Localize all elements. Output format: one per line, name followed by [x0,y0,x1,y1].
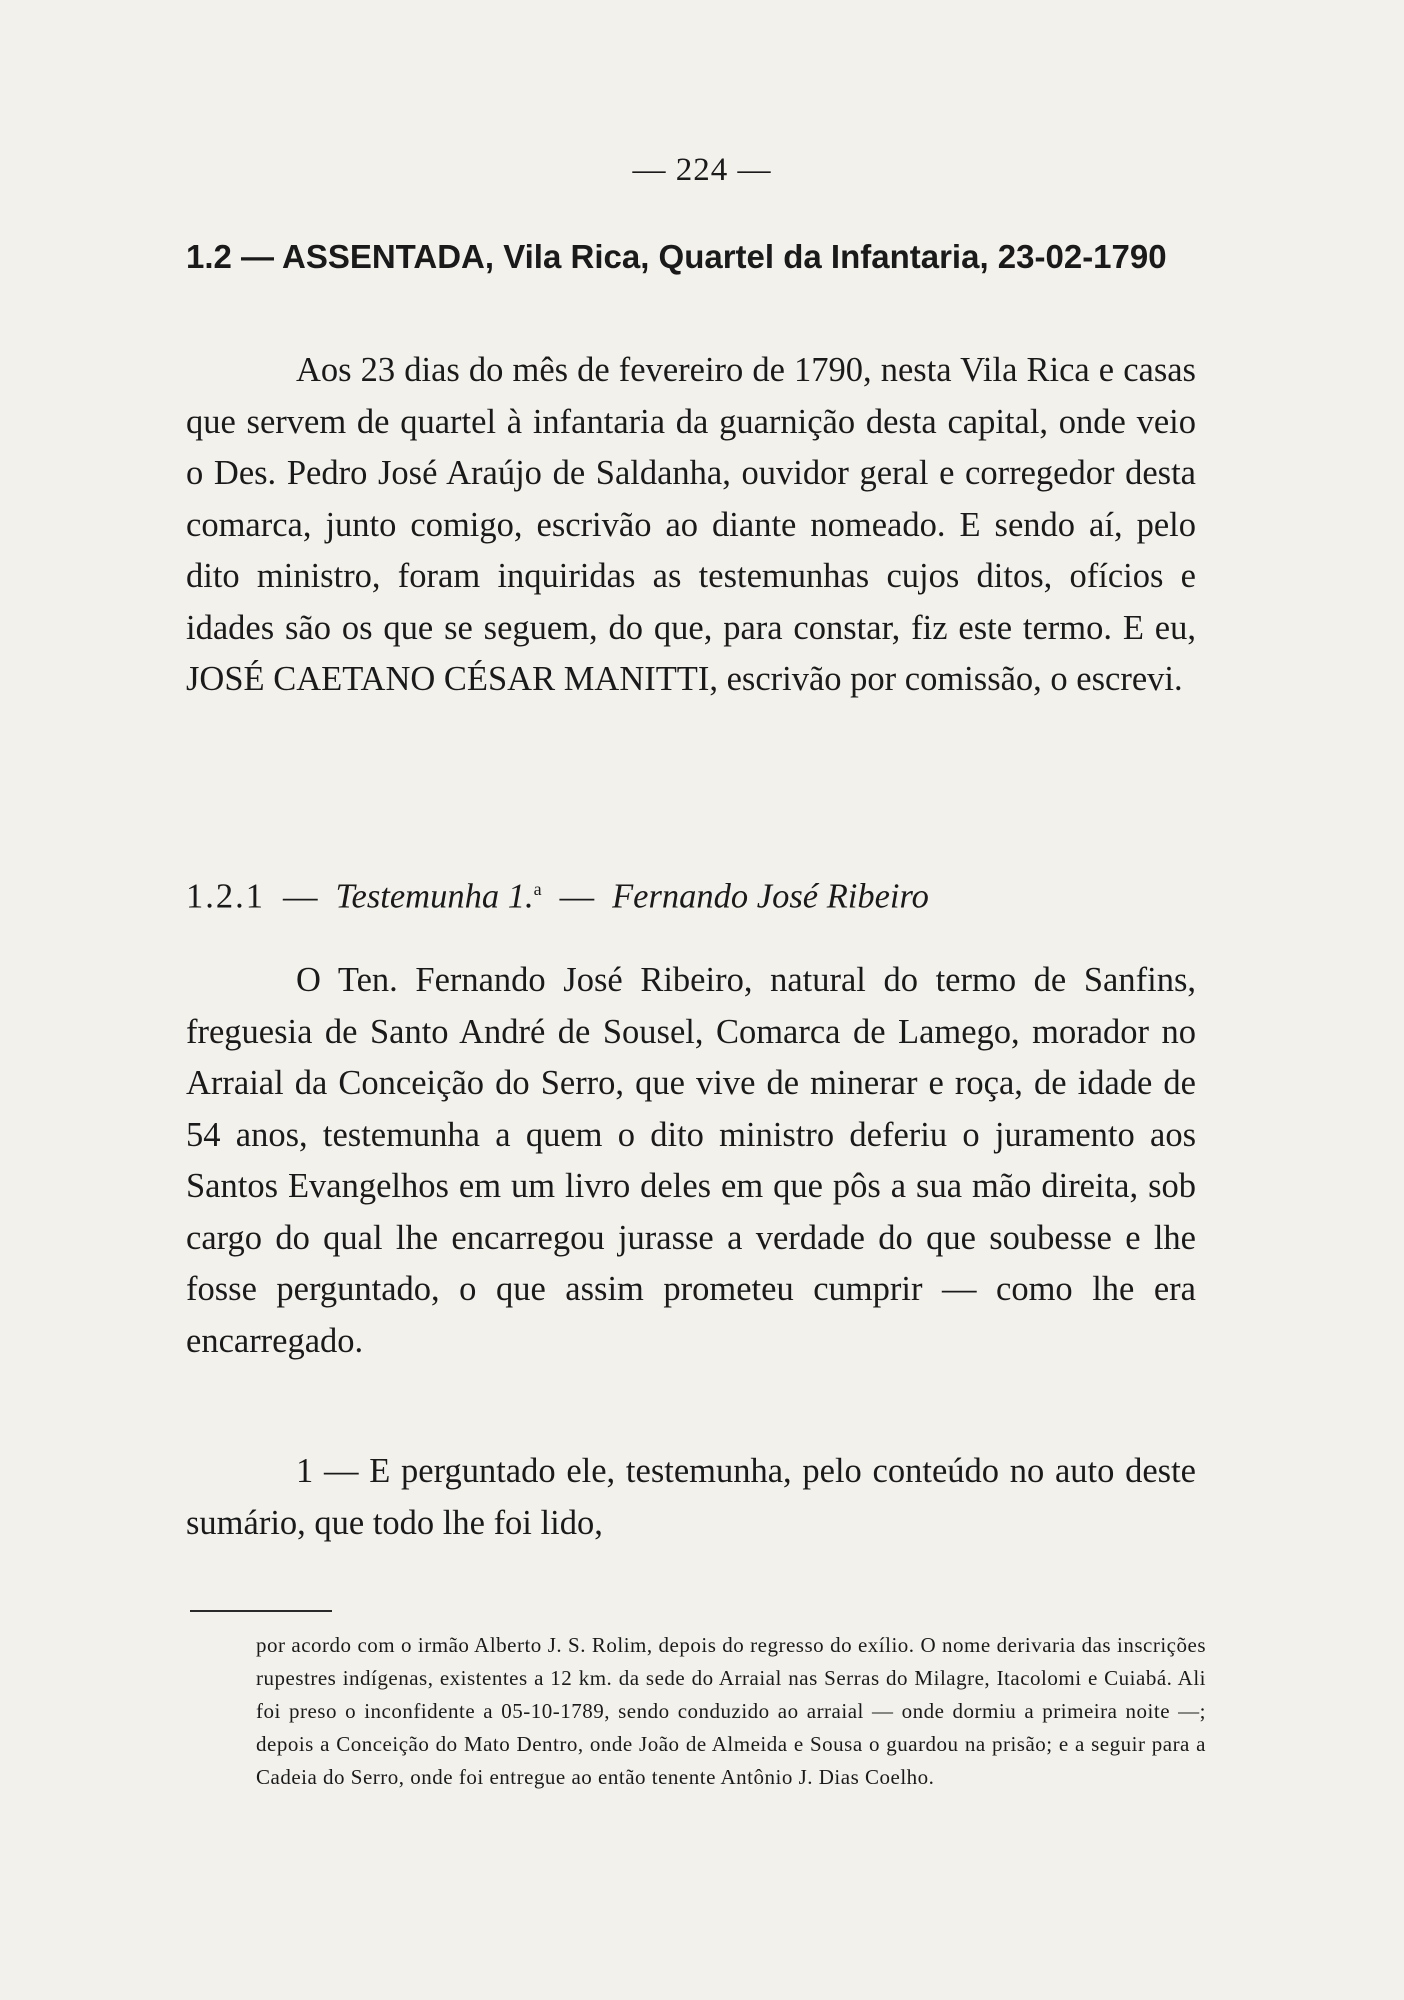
subheading-witness-name: Fernando José Ribeiro [612,877,929,916]
subheading-dash-2: — [559,877,595,916]
footnote-divider [190,1610,332,1612]
subheading-label: Testemunha 1. [335,877,534,916]
witness-subheading [186,864,929,922]
question-paragraph: 1 — E perguntado ele, testemunha, pelo conteúdo no auto deste sumário, que todo lhe foi lido, [186,1452,1196,1542]
subheading-number: 1.2.1 [186,877,265,916]
witness-paragraph: O Ten. Fernando José Ribeiro, natural do termo de Sanfins, freguesia de Santo André de Sousel, Comarca de Lamego, morador no Arraial da Conceição do Serro, que vive de minerar e roça, de idade de 54 anos, testemunha a quem o dito ministro deferiu o juramento aos Santos Evangelhos em um livro deles em que pôs a sua mão direita, sob cargo do qual lhe encarregou jurasse a verdade do que soubesse e lhe fosse perguntado, o que assim prometeu cumprir — como lhe era encarregado. [186,961,1196,1360]
intro-paragraph: Aos 23 dias do mês de fevereiro de 1790, nesta Vila Rica e casas que servem de quartel à infantaria da guarnição desta capital, onde veio o Des. Pedro José Araújo de Saldanha, ouvidor geral e corregedor desta comarca, junto comigo, escrivão ao diante nomeado. E sendo aí, pelo dito ministro, foram inquiridas as testemunhas cujos ditos, ofícios e idades são os que se seguem, do que, para constar, fiz este termo. E eu, JOSÉ CAETANO CÉSAR MANITTI, escrivão por comissão, o escrevi. [186,351,1196,698]
section-heading: 1.2 — ASSENTADA, Vila Rica, Quartel da Infantaria, 23-02-1790 [186,238,1167,275]
footnote-text: por acordo com o irmão Alberto J. S. Rolim, depois do regresso do exílio. O nome derivaria das inscrições rupestres indígenas, existentes a 12 km. da sede do Arraial nas Serras do Milagre, Itacolomi e Cuiabá. Ali foi preso o inconfidente a 05-10-1789, sendo conduzido ao arraial — onde dormiu a primeira noite —; depois a Conceição do Mato Dentro, onde João de Almeida e Sousa o guardou na prisão; e a seguir para a Cadeia do Serro, onde foi entregue ao então tenente Antônio J. Dias Coelho. [256,1633,1206,1789]
subheading-dash: — [283,877,318,916]
page-number: — 224 — [632,152,772,188]
subheading-ordinal: a [533,879,542,899]
